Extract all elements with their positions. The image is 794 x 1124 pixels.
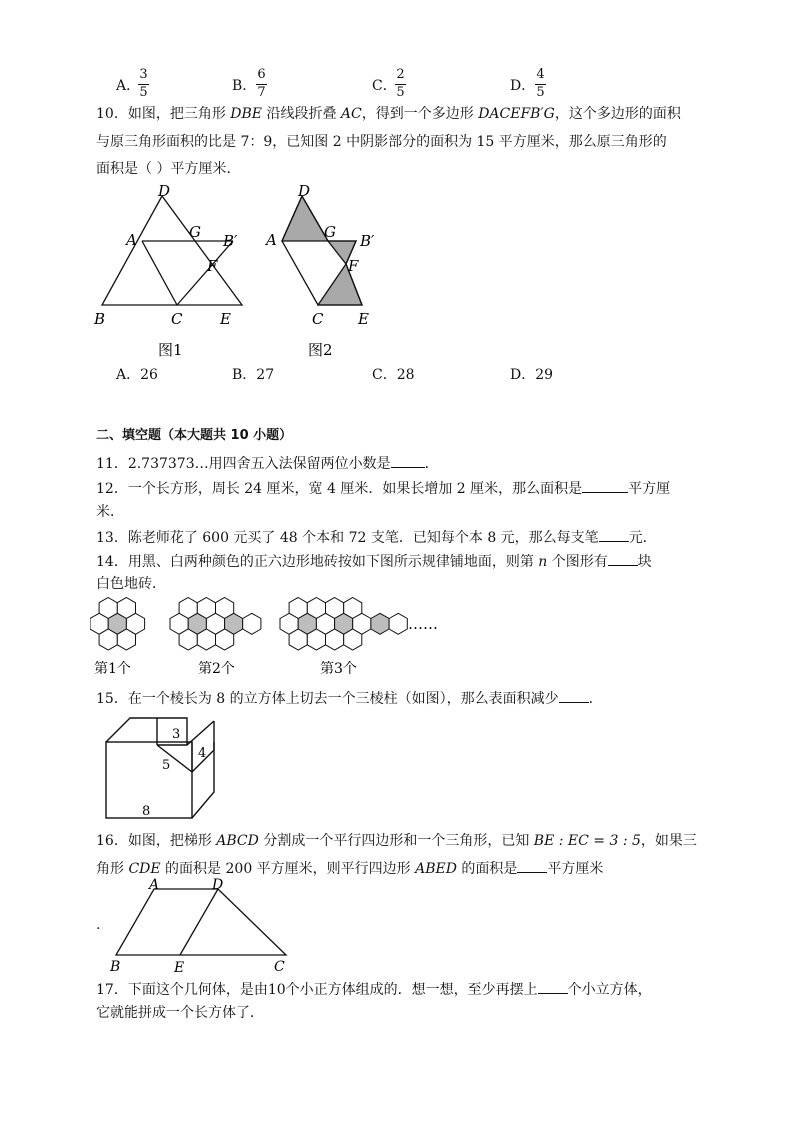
fig2-label-c: C [312, 310, 324, 328]
white-hex-tile [344, 629, 362, 650]
q10-option-d: D．29 [510, 367, 554, 383]
q12-answer-blank[interactable] [582, 480, 628, 493]
q9-option-c-fraction [395, 68, 406, 101]
fig1-label-b-prime: B′ [223, 232, 238, 250]
white-hex-tile [117, 629, 135, 650]
q12 [96, 480, 670, 496]
q14-hexagon-figure [90, 596, 450, 681]
q17-answer-blank[interactable] [538, 981, 568, 994]
q13-answer-blank[interactable] [599, 529, 629, 542]
black-hex-tile [371, 613, 389, 634]
math-n: n [538, 554, 548, 570]
q17-text-mid: 个小正方体组成的．想一想，至少再摆上 [285, 982, 538, 998]
q16-label-d: D [212, 877, 224, 893]
fig1-label-b: B [94, 310, 106, 328]
fig2-label-f: F [348, 257, 359, 275]
fig1-label-d: D [158, 182, 171, 200]
q16-text: 角形 [96, 861, 129, 877]
q11 [96, 455, 439, 471]
denominator: 5 [396, 84, 405, 100]
q10-figure-2 [262, 180, 392, 365]
white-hex-tile [389, 613, 407, 634]
q10-line3: 面积是（ ）平方厘米． [96, 161, 241, 177]
q15 [96, 690, 603, 706]
fig2-label-g: G [324, 223, 336, 241]
q15-label-5: 5 [162, 758, 171, 773]
math-polygon: DACEFB′G [478, 106, 555, 122]
q15-cube-figure [100, 712, 220, 822]
math-ac: AC [340, 106, 362, 122]
math-ratio: BE : EC = 3 : 5 [533, 833, 641, 849]
q15-end: ． [588, 691, 603, 707]
q14-caption-2: 第2个 [198, 661, 235, 677]
q16-text: 平方厘米 [547, 861, 604, 877]
q10-text: ，得到一个多边形 [361, 106, 479, 122]
q17-end: 个小立方体， [567, 982, 652, 998]
q16-text: 16．如图，把梯形 [96, 833, 217, 849]
white-hex-tile [179, 629, 197, 650]
numerator: 4 [536, 67, 545, 82]
denominator: 5 [139, 84, 148, 100]
q16-text: 分割成一个平行四边形和一个三角形，已知 [258, 833, 534, 849]
q12-end: 平方厘 [628, 481, 671, 497]
q10-line1 [96, 107, 681, 121]
q9-option-b-fraction [256, 68, 267, 101]
q10-text: ，这个多边形的面积 [554, 106, 681, 122]
q9-option-c-label: C． [372, 78, 397, 94]
q10-line2: 与原三角形面积的比是 7：9，已知图 2 中阴影部分的面积为 15 平方厘米，那么原三角形的 [96, 134, 667, 150]
q17-number: 10 [267, 982, 286, 998]
fig2-caption: 图2 [308, 341, 333, 359]
white-hex-tile [99, 629, 117, 650]
white-hex-tile [216, 629, 234, 650]
fig1-caption: 图1 [158, 341, 183, 359]
q14 [96, 553, 652, 569]
q12-text: 12．一个长方形，周长 24 厘米，宽 4 厘米．如果长增加 2 厘米，那么面积是 [96, 481, 583, 497]
q16-dot: . [96, 917, 101, 933]
white-hex-tile [197, 629, 215, 650]
q13 [96, 529, 657, 545]
white-hex-tile [289, 629, 307, 650]
q14-caption-3: 第3个 [320, 661, 357, 677]
white-hex-tile [243, 613, 261, 634]
q11-end: ． [424, 456, 439, 472]
numerator: 6 [257, 67, 266, 82]
q14-line2: 白色地砖． [96, 576, 166, 592]
q16-label-a: A [149, 877, 160, 893]
q16-text: 的面积是 200 平方厘米，则平行四边形 [160, 861, 416, 877]
q16-text: ，如果三 [640, 833, 697, 849]
q14-caption-1: 第1个 [94, 661, 131, 677]
hexagon-tiles [90, 598, 407, 651]
q13-text: 13．陈老师花了 600 元买了 48 个本和 72 支笔．已知每个本 8 元，那么每支笔 [96, 530, 599, 546]
fig2-label-e: E [358, 310, 369, 328]
q15-label-3: 3 [172, 727, 181, 742]
q9-option-a-fraction [138, 68, 149, 101]
q14-end: 块 [637, 554, 652, 570]
q9-option-a-label: A． [116, 78, 141, 94]
q17 [96, 981, 652, 997]
q15-text: 15．在一个棱长为 8 的立方体上切去一个三棱柱（如图），那么表面积减少 [96, 691, 559, 707]
fig1-label-f: F [207, 257, 218, 275]
q9-option-d-fraction [535, 68, 546, 101]
q10-text: 10．如图，把三角形 [96, 106, 231, 122]
q14-ellipsis: …… [408, 615, 438, 633]
q16-label-e: E [174, 960, 185, 975]
q16-line2 [96, 860, 603, 876]
section-2-heading: 二、填空题（本大题共 10 小题） [96, 428, 293, 443]
q16-text: 的面积是 [456, 861, 518, 877]
q10-option-a: A．26 [116, 367, 158, 383]
q16-label-b: B [110, 959, 121, 975]
q10-text: 沿线段折叠 [262, 106, 341, 122]
q17-text: 17．下面这个几何体，是由 [96, 982, 268, 998]
q16-label-c: C [274, 959, 285, 975]
q9-option-d-label: D． [510, 78, 536, 94]
q13-end: 元． [628, 530, 657, 546]
fig2-label-b-prime: B′ [360, 232, 375, 250]
q14-text-mid: 个图形有 [547, 554, 608, 570]
fig2-label-a: A [266, 231, 277, 249]
q14-text: 14．用黑、白两种颜色的正六边形地砖按如下图所示规律铺地面，则第 [96, 554, 539, 570]
q14-answer-blank[interactable] [608, 553, 638, 566]
q11-answer-blank[interactable] [391, 455, 425, 468]
q16-line1 [96, 834, 697, 848]
fig1-label-a: A [126, 231, 137, 249]
q10-figure-1 [90, 180, 270, 365]
q16-answer-blank[interactable] [517, 860, 547, 873]
q9-option-b-label: B． [232, 78, 257, 94]
math-cde: CDE [128, 861, 161, 877]
q15-label-4: 4 [198, 746, 207, 761]
math-dbe: DBE [230, 106, 262, 122]
numerator: 2 [396, 67, 405, 82]
white-hex-tile [307, 629, 325, 650]
q12-line2: 米． [96, 504, 124, 520]
math-abcd: ABCD [216, 833, 259, 849]
numerator: 3 [139, 67, 148, 82]
fig1-label-c: C [171, 310, 183, 328]
math-abed: ABED [415, 861, 457, 877]
q10-option-c: C．28 [372, 367, 415, 383]
q15-label-8: 8 [142, 804, 151, 819]
q15-answer-blank[interactable] [559, 690, 589, 703]
q17-line2: 它就能拼成一个长方体了． [96, 1005, 264, 1021]
denominator: 7 [257, 84, 266, 100]
white-hex-tile [326, 629, 344, 650]
fig1-label-e: E [220, 310, 231, 328]
q10-option-b: B．27 [232, 367, 275, 383]
denominator: 5 [536, 84, 545, 100]
fig1-label-g: G [189, 223, 201, 241]
fig2-label-d: D [298, 182, 311, 200]
q16-trapezoid-figure [104, 875, 304, 975]
q11-text: 11．2.737373…用四舍五入法保留两位小数是 [96, 456, 391, 472]
